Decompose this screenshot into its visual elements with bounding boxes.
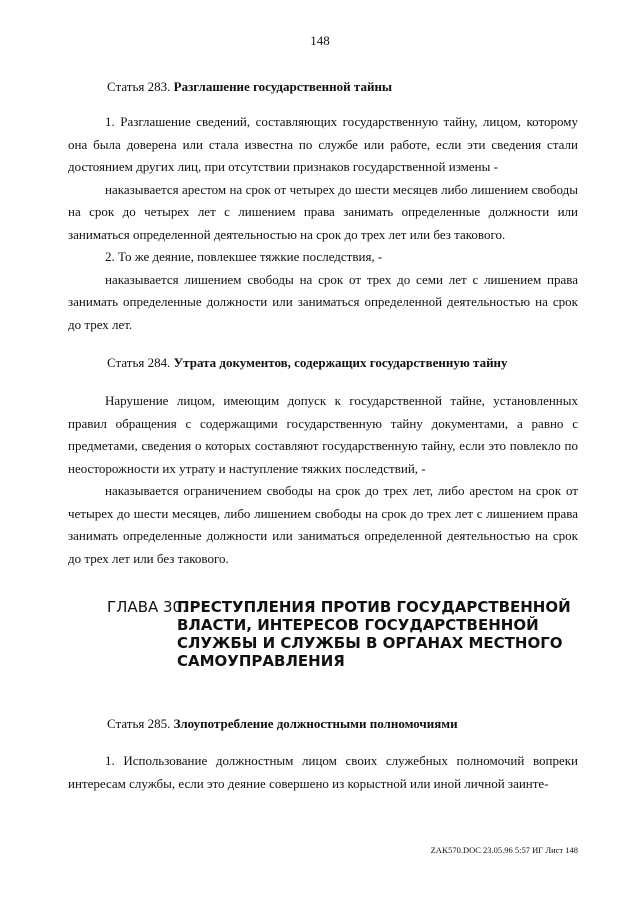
article-284-paragraph-2: наказывается ограничением свободы на срок до трех лет, либо арестом на срок от четырех до шести месяцев, либо лишением свободы на срок до трех лет с лишением права занимать определенные должности или заниматься определенной деятельностью на срок до трех лет или без такового. — [68, 483, 578, 566]
chapter-30-heading — [107, 598, 577, 670]
article-284-heading — [107, 355, 508, 371]
chapter-title: ПРЕСТУПЛЕНИЯ ПРОТИВ ГОСУДАРСТВЕННОЙ ВЛАСТИ, ИНТЕРЕСОВ ГОСУДАРСТВЕННОЙ СЛУЖБЫ И СЛУЖБЫ В ОРГАНАХ МЕСТНОГО САМОУПРАВЛЕНИЯ — [177, 598, 571, 670]
article-283-paragraph-1: 1. Разглашение сведений, составляющих государственную тайну, лицом, которому она была доверена или стала известна по службе или работе, если эти сведения стали достоянием других лиц, при отсутствии признаков государственной измены - — [68, 114, 578, 174]
article-283-paragraph-4: наказывается лишением свободы на срок от трех до семи лет с лишением права занимать определенные должности или заниматься определенной деятельностью на срок до трех лет. — [68, 271, 578, 332]
article-284-body — [68, 390, 578, 570]
article-283-title: Разглашение государственной тайны — [173, 79, 393, 94]
article-283-paragraph-3: 2. То же деяние, повлекшее тяжкие последствия, - — [105, 249, 383, 264]
article-283-body — [68, 111, 578, 336]
article-285-number: Статья 285. — [107, 716, 171, 731]
document-footer: ZAK570.DOC 23.05.96 5:57 ИГ Лист 148 — [430, 845, 578, 855]
article-283-paragraph-2: наказывается арестом на срок от четырех до шести месяцев либо лишением свободы на срок до четырех лет с лишением права занимать определенные должности или заниматься определенной деятельностью на срок до трех лет или без такового. — [68, 181, 578, 242]
article-285-body — [68, 750, 578, 795]
article-283-heading — [107, 79, 392, 95]
page-number: 148 — [310, 33, 330, 48]
article-285-heading — [107, 716, 458, 732]
article-283-number: Статья 283. — [107, 79, 171, 94]
article-284-title: Утрата документов, содержащих государственную тайну — [173, 355, 508, 370]
article-285-title: Злоупотребление должностными полномочиями — [173, 716, 458, 731]
article-285-paragraph-1: 1. Использование должностным лицом своих служебных полномочий вопреки интересам службы, если это деяние совершено из корыстной или иной личной заинте- — [68, 753, 578, 791]
article-284-number: Статья 284. — [107, 355, 171, 370]
chapter-number: ГЛАВА 30. — [107, 598, 187, 616]
article-284-paragraph-1: Нарушение лицом, имеющим допуск к государственной тайне, установленных правил обращения с содержащими государственную тайну документами, а равно с предметами, сведения о которых составляют государственную тайну, если это повлекло по неосторожности их утрату и наступление тяжких последствий, - — [68, 393, 578, 476]
